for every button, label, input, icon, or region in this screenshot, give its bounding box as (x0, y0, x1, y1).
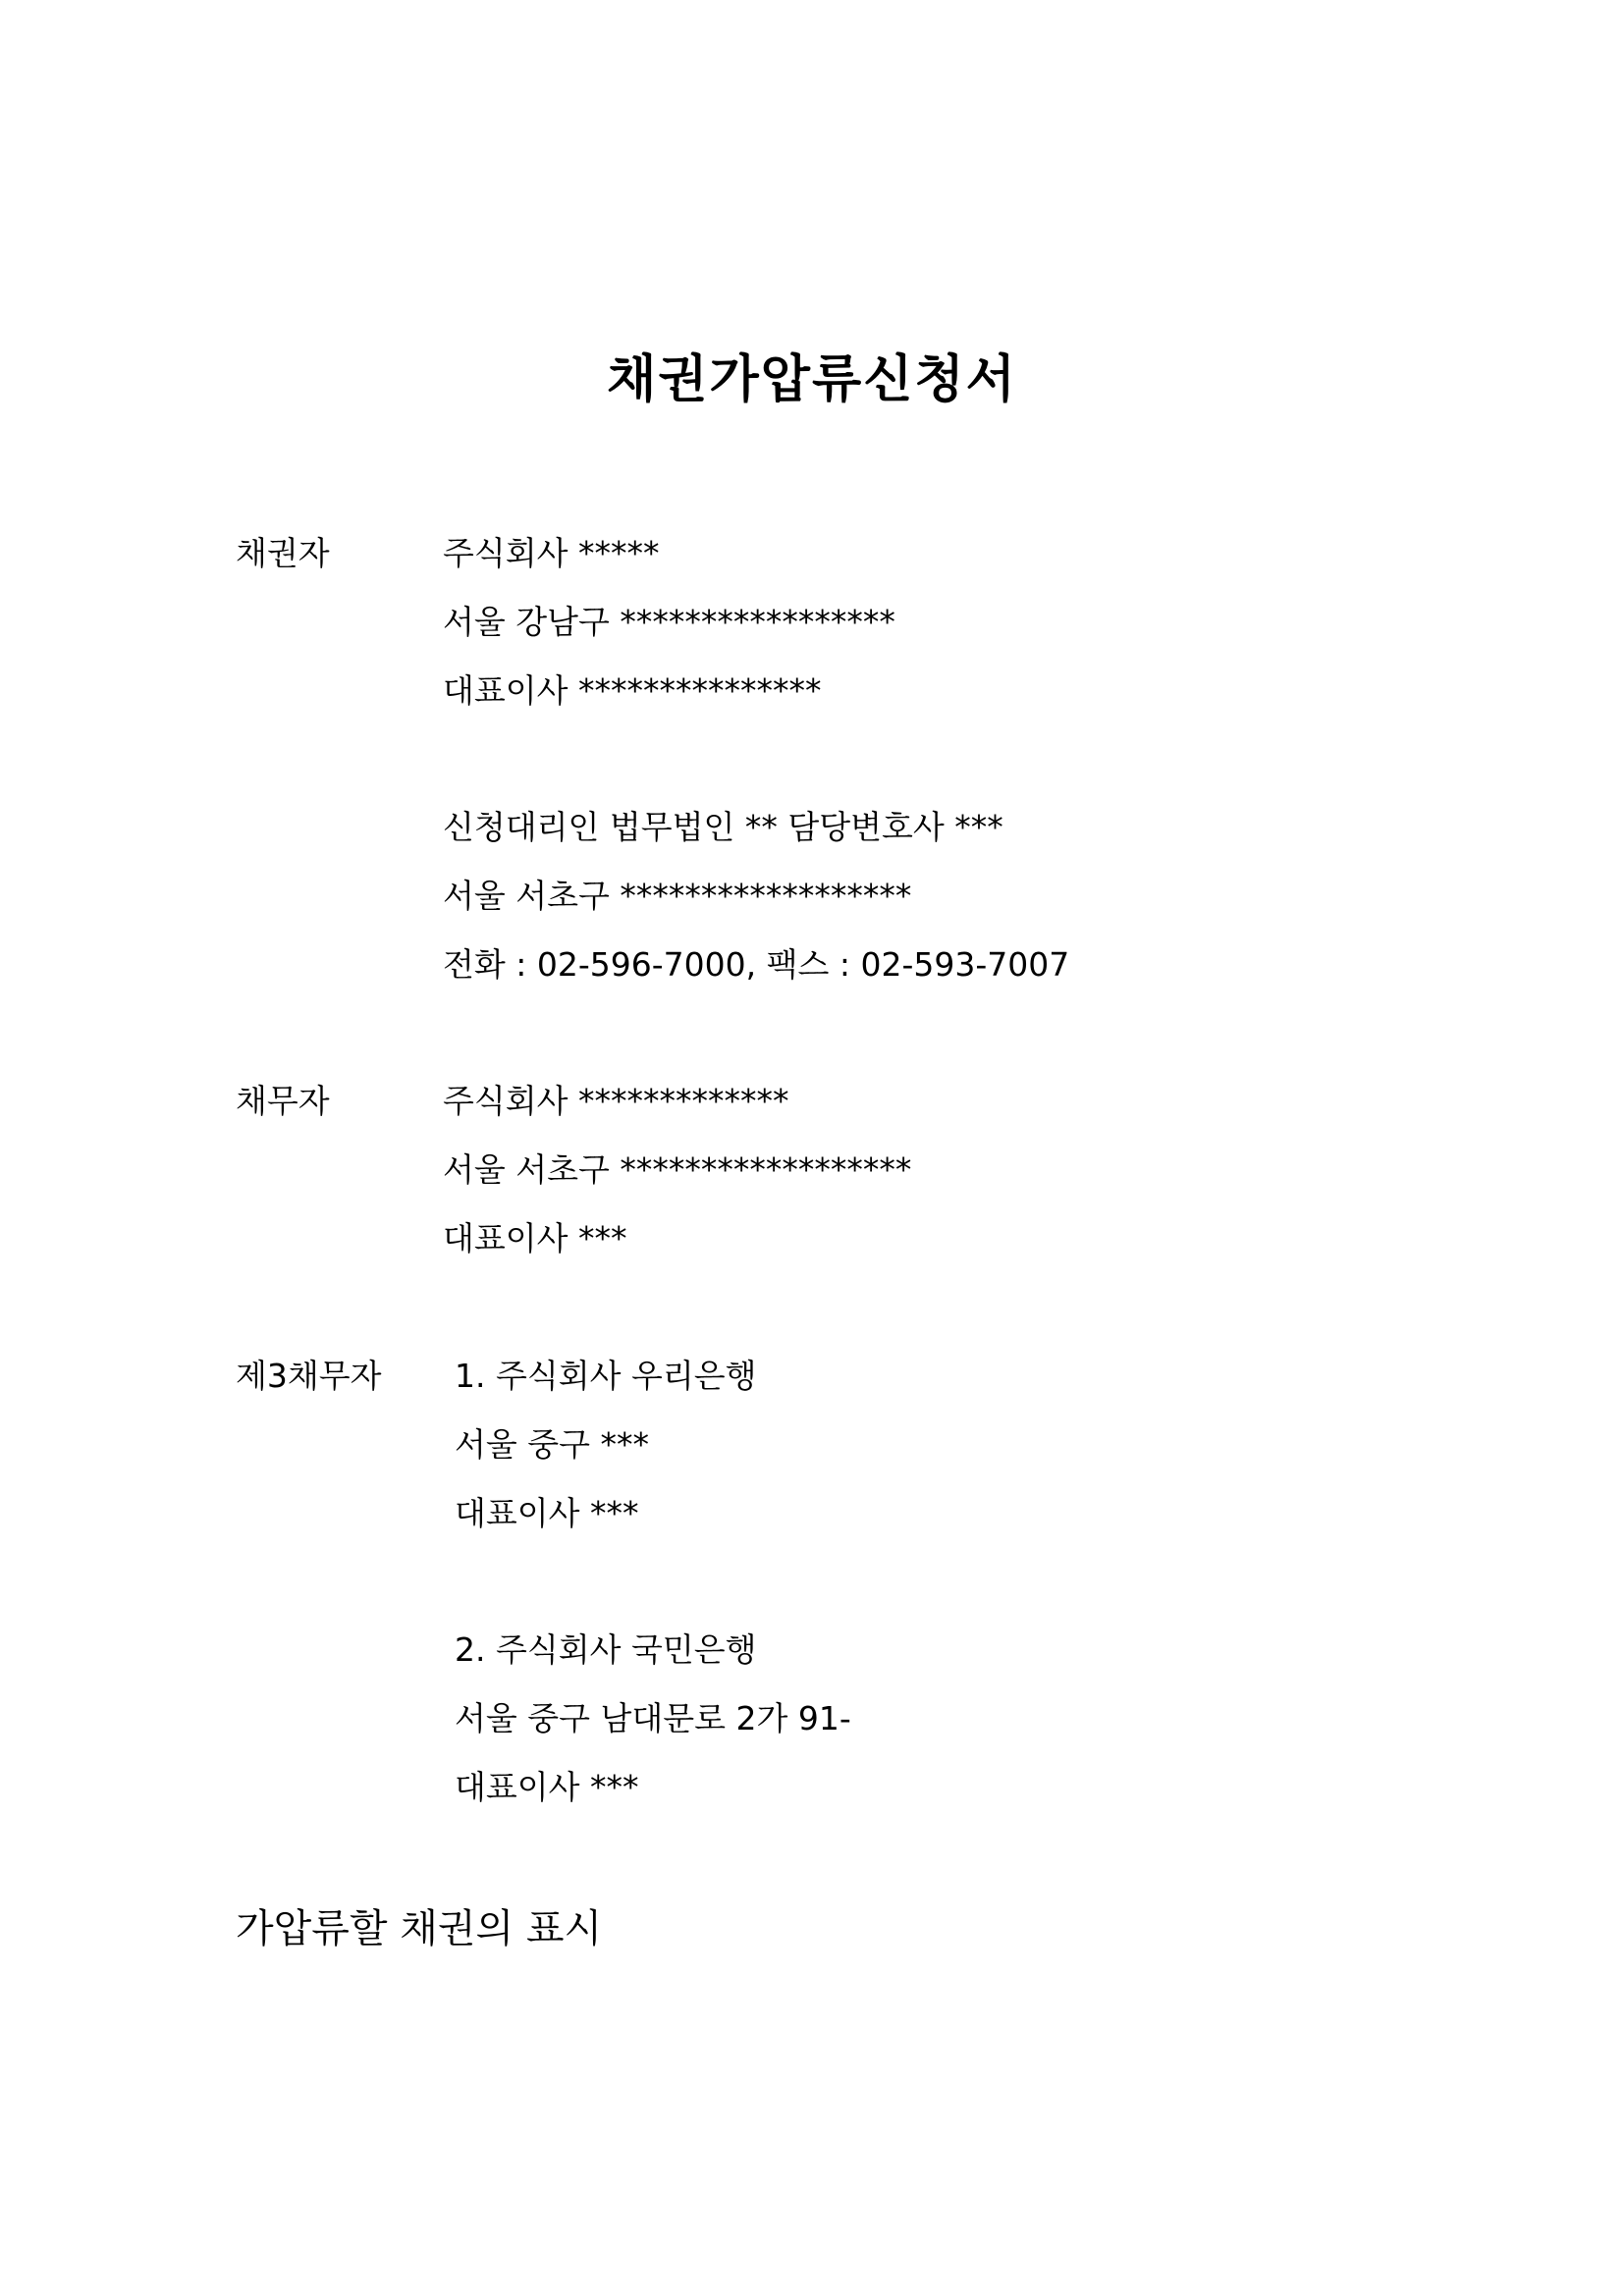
creditor-representative: 대표이사 *************** (443, 671, 822, 710)
debtor-address: 서울 서초구 ****************** (443, 1150, 912, 1189)
agent-contact: 전화 : 02-596-7000, 팩스 : 02-593-7007 (443, 945, 1070, 984)
third-party-2-representative: 대표이사 *** (455, 1768, 639, 1806)
document-title: 채권가압류신청서 (607, 350, 1017, 409)
third-party-debtor-label: 제3채무자 (236, 1357, 382, 1395)
agent-name: 신청대리인 법무법인 ** 담당변호사 *** (443, 808, 1003, 846)
section-heading: 가압류할 채권의 표시 (236, 1906, 603, 1951)
creditor-address: 서울 강남구 ***************** (443, 603, 895, 641)
third-party-2-address: 서울 중구 남대문로 2가 91- (455, 1699, 851, 1737)
agent-address: 서울 서초구 ****************** (443, 877, 912, 915)
third-party-1-representative: 대표이사 *** (455, 1494, 639, 1532)
creditor-label: 채권자 (236, 534, 330, 572)
creditor-company: 주식회사 ***** (443, 534, 660, 572)
third-party-1-company: 1. 주식회사 우리은행 (455, 1357, 757, 1395)
debtor-company: 주식회사 ************* (443, 1082, 789, 1120)
third-party-2-company: 2. 주식회사 국민은행 (455, 1630, 757, 1669)
debtor-label: 채무자 (236, 1082, 330, 1120)
debtor-representative: 대표이사 *** (443, 1219, 627, 1257)
third-party-1-address: 서울 중구 *** (455, 1425, 649, 1464)
